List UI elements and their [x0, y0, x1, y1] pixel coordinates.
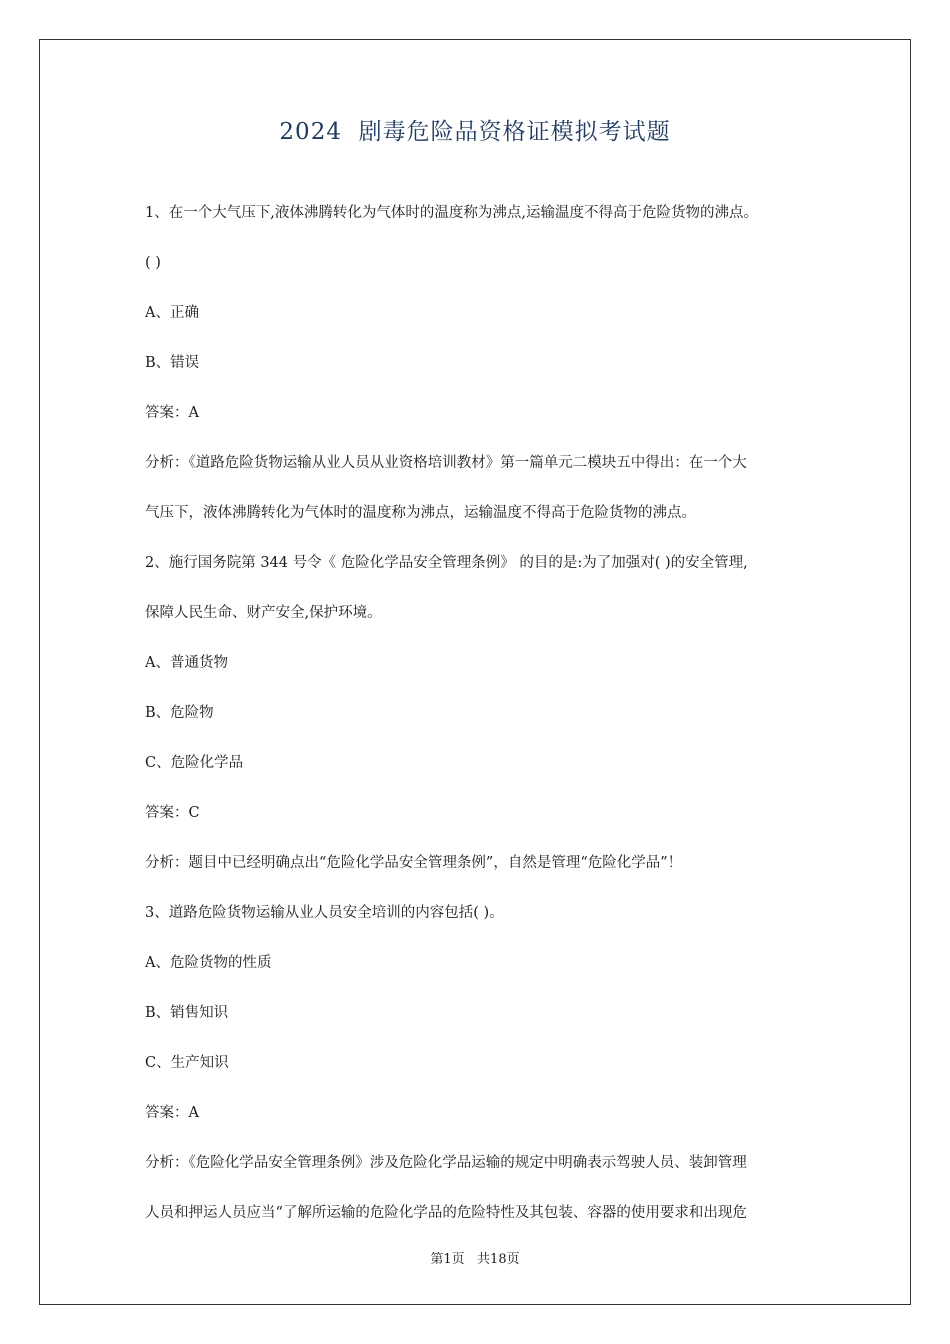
question-2-stem-line-1: 2、施行国务院第 344 号令《 危险化学品安全管理条例》 的目的是:为了加强对( )的安全管理,: [145, 555, 748, 571]
question-2-analysis: 分析：题目中已经明确点出“危险化学品安全管理条例”，自然是管理“危险化学品”！: [145, 855, 683, 871]
question-3-analysis-line-2: 人员和押运人员应当“了解所运输的危险化学品的危险特性及其包装、容器的使用要求和出现危: [145, 1205, 747, 1221]
question-1-answer: 答案：A: [145, 405, 199, 421]
question-2-option-b: B、危险物: [145, 705, 214, 721]
question-2-stem-line-2: 保障人民生命、财产安全,保护环境。: [145, 605, 382, 621]
question-3-option-b: B、销售知识: [145, 1005, 229, 1021]
question-1-stem-line-2: ( ): [145, 255, 161, 271]
question-1-option-a: A、正确: [145, 305, 199, 321]
question-3-stem: 3、道路危险货物运输从业人员安全培训的内容包括( )。: [145, 905, 504, 921]
question-3-option-a: A、危险货物的性质: [145, 955, 272, 971]
question-1-analysis-line-1: 分析：《道路危险货物运输从业人员从业资格培训教材》第一篇单元二模块五中得出：在一个大: [145, 455, 747, 471]
page-footer: 第1页 共18页: [430, 1252, 520, 1267]
question-3-answer: 答案：A: [145, 1105, 199, 1121]
question-1-stem-line-1: 1、在一个大气压下,液体沸腾转化为气体时的温度称为沸点,运输温度不得高于危险货物的沸点。: [145, 205, 758, 221]
question-3-analysis-line-1: 分析：《危险化学品安全管理条例》涉及危险化学品运输的规定中明确表示驾驶人员、装卸管理: [145, 1155, 747, 1171]
question-2-answer: 答案：C: [145, 805, 200, 821]
document-body: [145, 196, 810, 1246]
document-title: 2024 剧毒危险品资格证模拟考试题: [279, 119, 671, 145]
question-1-option-b: B、错误: [145, 355, 200, 371]
question-1-analysis-line-2: 气压下，液体沸腾转化为气体时的温度称为沸点，运输温度不得高于危险货物的沸点。: [145, 505, 696, 521]
question-2-option-c: C、危险化学品: [145, 755, 244, 771]
question-2-option-a: A、普通货物: [145, 655, 228, 671]
question-3-option-c: C、生产知识: [145, 1055, 229, 1071]
